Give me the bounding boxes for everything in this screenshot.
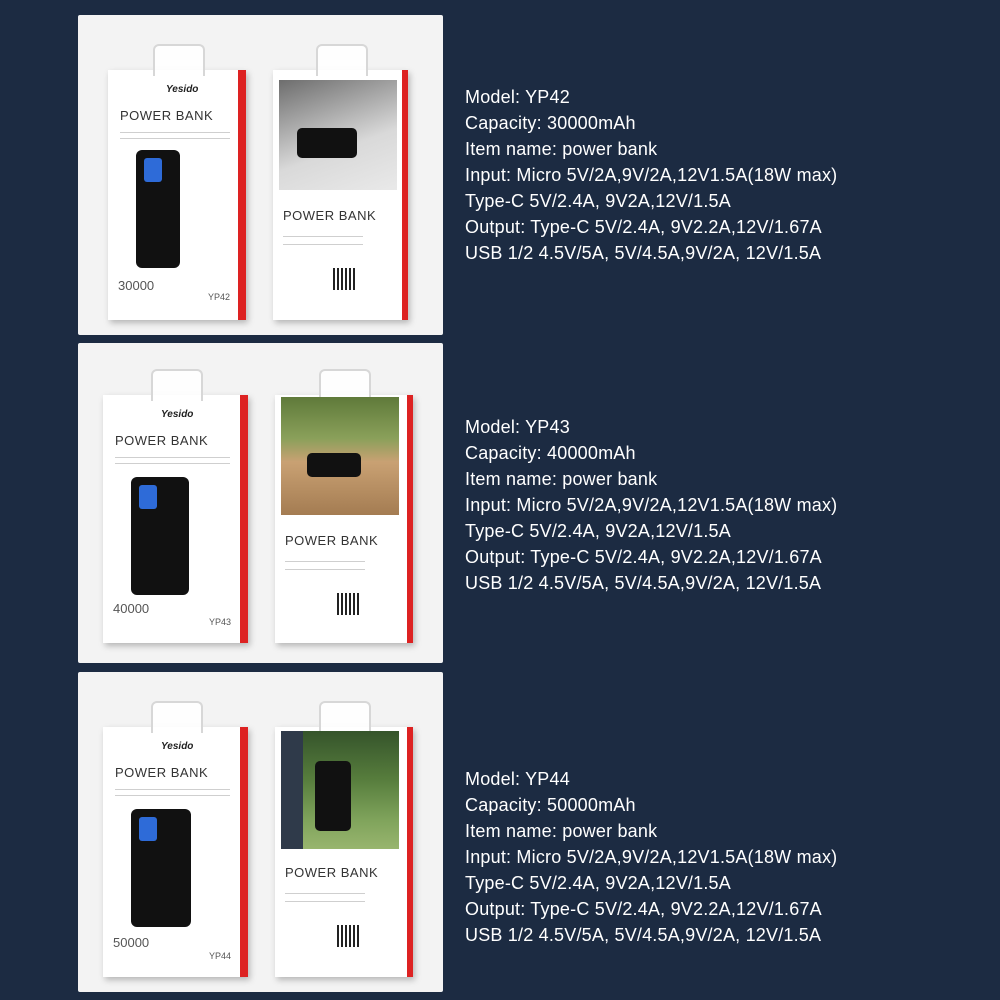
spec-input: Input: Micro 5V/2A,9V/2A,12V1.5A(18W max) <box>465 495 838 515</box>
power-bank-image <box>131 477 189 595</box>
spec-capacity: Capacity: 40000mAh <box>465 443 636 463</box>
display-screen <box>139 485 157 509</box>
red-stripe <box>402 70 408 320</box>
power-bank-image <box>297 128 357 158</box>
box-capacity: 30000 <box>118 278 155 293</box>
product-photo <box>78 343 443 663</box>
product-photo <box>78 672 443 992</box>
box-hanger <box>151 701 203 733</box>
spec-item-name: Item name: power bank <box>465 821 658 841</box>
spec-list <box>465 84 985 266</box>
red-stripe <box>407 395 413 643</box>
spec-model: Model: YP42 <box>465 87 570 107</box>
box-capacity: 40000 <box>113 601 150 616</box>
front-box <box>103 395 248 643</box>
power-bank-image <box>131 809 191 927</box>
spec-capacity: Capacity: 30000mAh <box>465 113 636 133</box>
box-text-line <box>115 789 230 790</box>
box-hanger <box>319 701 371 733</box>
spec-usb: USB 1/2 4.5V/5A, 5V/4.5A,9V/2A, 12V/1.5A <box>465 243 822 263</box>
box-hanger <box>151 369 203 401</box>
red-stripe <box>240 727 248 977</box>
back-box <box>275 395 413 643</box>
spec-output: Output: Type-C 5V/2.4A, 9V2.2A,12V/1.67A <box>465 547 822 567</box>
box-text-line <box>283 236 363 237</box>
spec-output: Output: Type-C 5V/2.4A, 9V2.2A,12V/1.67A <box>465 217 822 237</box>
spec-model: Model: YP44 <box>465 769 570 789</box>
spec-output: Output: Type-C 5V/2.4A, 9V2.2A,12V/1.67A <box>465 899 822 919</box>
power-bank-image <box>136 150 180 268</box>
box-title: POWER BANK <box>283 208 377 223</box>
box-text-line <box>285 901 365 902</box>
box-title: POWER BANK <box>115 765 209 780</box>
box-text-line <box>285 893 365 894</box>
spec-item-name: Item name: power bank <box>465 139 658 159</box>
box-model: YP43 <box>209 617 232 627</box>
box-text-line <box>115 795 230 796</box>
power-bank-image <box>307 453 361 477</box>
spec-type-c-input: Type-C 5V/2.4A, 9V2A,12V/1.5A <box>465 521 731 541</box>
box-text-line <box>285 569 365 570</box>
spec-list <box>465 766 985 948</box>
spec-item-name: Item name: power bank <box>465 469 658 489</box>
brand-logo: Yesido <box>166 84 199 95</box>
spec-input: Input: Micro 5V/2A,9V/2A,12V1.5A(18W max) <box>465 165 838 185</box>
box-text-line <box>120 138 230 139</box>
power-bank-image <box>315 761 351 831</box>
back-box <box>273 70 408 320</box>
qr-code <box>337 925 359 947</box>
spec-input: Input: Micro 5V/2A,9V/2A,12V1.5A(18W max) <box>465 847 838 867</box>
brand-logo: Yesido <box>161 409 194 420</box>
box-capacity: 50000 <box>113 935 150 950</box>
box-text-line <box>115 457 230 458</box>
qr-code <box>333 268 355 290</box>
front-box <box>103 727 248 977</box>
front-box <box>108 70 246 320</box>
qr-code <box>337 593 359 615</box>
spec-type-c-input: Type-C 5V/2.4A, 9V2A,12V/1.5A <box>465 191 731 211</box>
back-box <box>275 727 413 977</box>
box-title: POWER BANK <box>120 108 214 123</box>
brand-logo: Yesido <box>161 741 194 752</box>
display-screen <box>144 158 162 182</box>
box-hanger <box>316 44 368 76</box>
box-text-line <box>283 244 363 245</box>
box-text-line <box>120 132 230 133</box>
person-silhouette <box>281 731 303 849</box>
spec-type-c-input: Type-C 5V/2.4A, 9V2A,12V/1.5A <box>465 873 731 893</box>
spec-usb: USB 1/2 4.5V/5A, 5V/4.5A,9V/2A, 12V/1.5A <box>465 925 822 945</box>
box-title: POWER BANK <box>115 433 209 448</box>
box-title: POWER BANK <box>285 533 379 548</box>
red-stripe <box>407 727 413 977</box>
box-title: POWER BANK <box>285 865 379 880</box>
red-stripe <box>240 395 248 643</box>
box-text-line <box>115 463 230 464</box>
lifestyle-photo <box>281 731 399 849</box>
spec-list <box>465 414 985 596</box>
spec-capacity: Capacity: 50000mAh <box>465 795 636 815</box>
lifestyle-photo <box>279 80 397 190</box>
spec-model: Model: YP43 <box>465 417 570 437</box>
product-photo <box>78 15 443 335</box>
box-text-line <box>285 561 365 562</box>
lifestyle-photo <box>281 397 399 515</box>
display-screen <box>139 817 157 841</box>
red-stripe <box>238 70 246 320</box>
box-model: YP42 <box>208 292 231 302</box>
box-hanger <box>153 44 205 76</box>
box-model: YP44 <box>209 951 232 961</box>
spec-usb: USB 1/2 4.5V/5A, 5V/4.5A,9V/2A, 12V/1.5A <box>465 573 822 593</box>
